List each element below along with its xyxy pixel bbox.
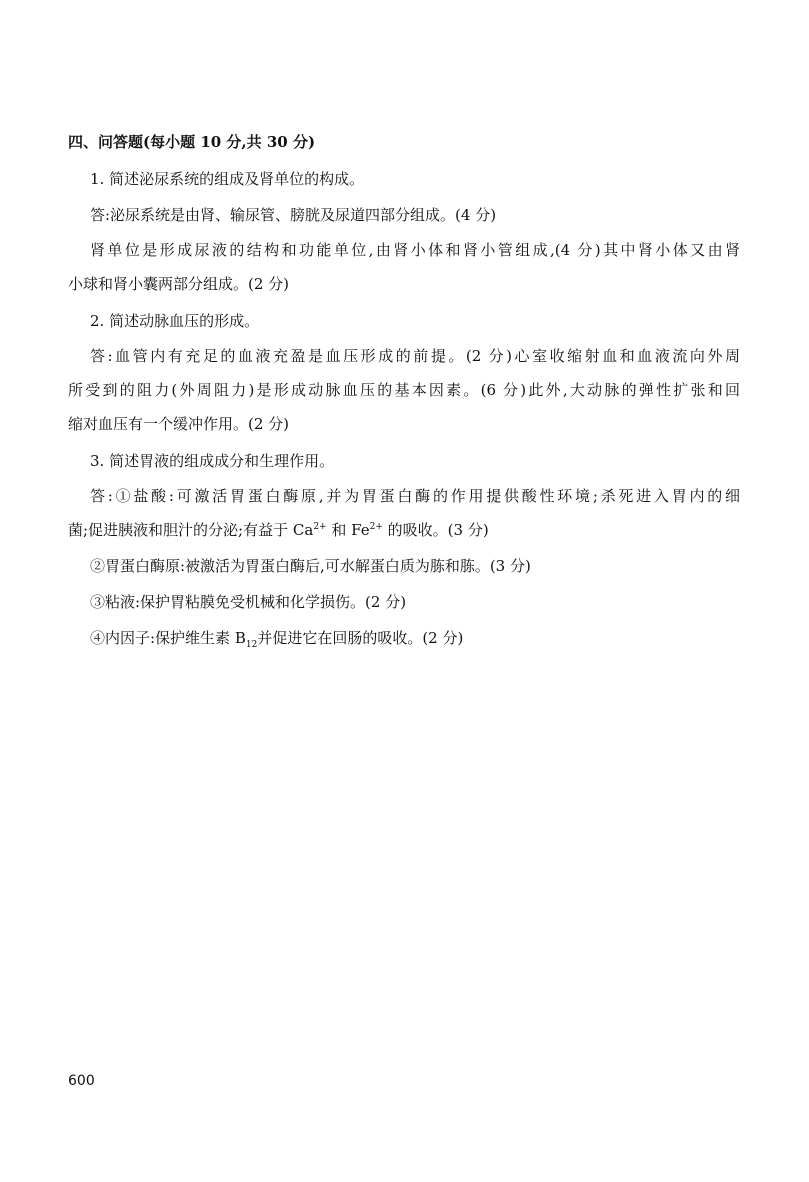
answer-2-line-2: 所受到的阻力(外周阻力)是形成动脉血压的基本因素。(6 分)此外,大动脉的弹性扩张和回 xyxy=(68,381,740,399)
answer-1-line-3: 小球和肾小囊两部分组成。(2 分) xyxy=(68,275,290,293)
answer-3-line-4: ③粘液:保护胃粘膜免受机械和化学损伤。(2 分) xyxy=(90,593,407,611)
iron-charge: 2+ xyxy=(369,522,383,532)
answer-3-line-5-post: 并促进它在回肠的吸收。(2 分) xyxy=(257,629,464,647)
answer-3-line-2-pre: 菌;促进胰液和胆汁的分泌;有益于 Ca xyxy=(68,521,314,539)
page-number: 600 xyxy=(68,1073,95,1089)
question-2: 2. 简述动脉血压的形成。 xyxy=(90,312,260,330)
answer-2-line-3: 缩对血压有一个缓冲作用。(2 分) xyxy=(68,415,290,433)
answer-3-line-5-pre: ④内因子:保护维生素 B xyxy=(90,629,246,647)
answer-3-line-2-mid: 和 Fe xyxy=(326,521,370,539)
vitamin-subscript: 12 xyxy=(245,640,258,650)
answer-3-line-2-post: 的吸收。(3 分) xyxy=(382,521,489,539)
question-3: 3. 简述胃液的组成成分和生理作用。 xyxy=(90,452,335,470)
answer-3-line-2 xyxy=(68,520,489,540)
question-1: 1. 简述泌尿系统的组成及肾单位的构成。 xyxy=(90,170,365,188)
answer-2-line-1: 答:血管内有充足的血液充盈是血压形成的前提。(2 分)心室收缩射血和血液流向外周 xyxy=(90,347,740,365)
answer-3-line-1: 答:①盐酸:可激活胃蛋白酶原,并为胃蛋白酶的作用提供酸性环境;杀死进入胃内的细 xyxy=(90,487,740,505)
answer-1-line-1: 答:泌尿系统是由肾、输尿管、膀胱及尿道四部分组成。(4 分) xyxy=(90,206,497,224)
answer-1-line-2: 肾单位是形成尿液的结构和功能单位,由肾小体和肾小管组成,(4 分)其中肾小体又由肾 xyxy=(90,241,740,259)
answer-3-line-3: ②胃蛋白酶原:被激活为胃蛋白酶后,可水解蛋白质为胨和胨。(3 分) xyxy=(90,557,531,575)
answer-3-line-5 xyxy=(90,628,463,648)
section-title: 四、问答题(每小题 10 分,共 30 分) xyxy=(68,133,316,151)
calcium-charge: 2+ xyxy=(313,522,327,532)
